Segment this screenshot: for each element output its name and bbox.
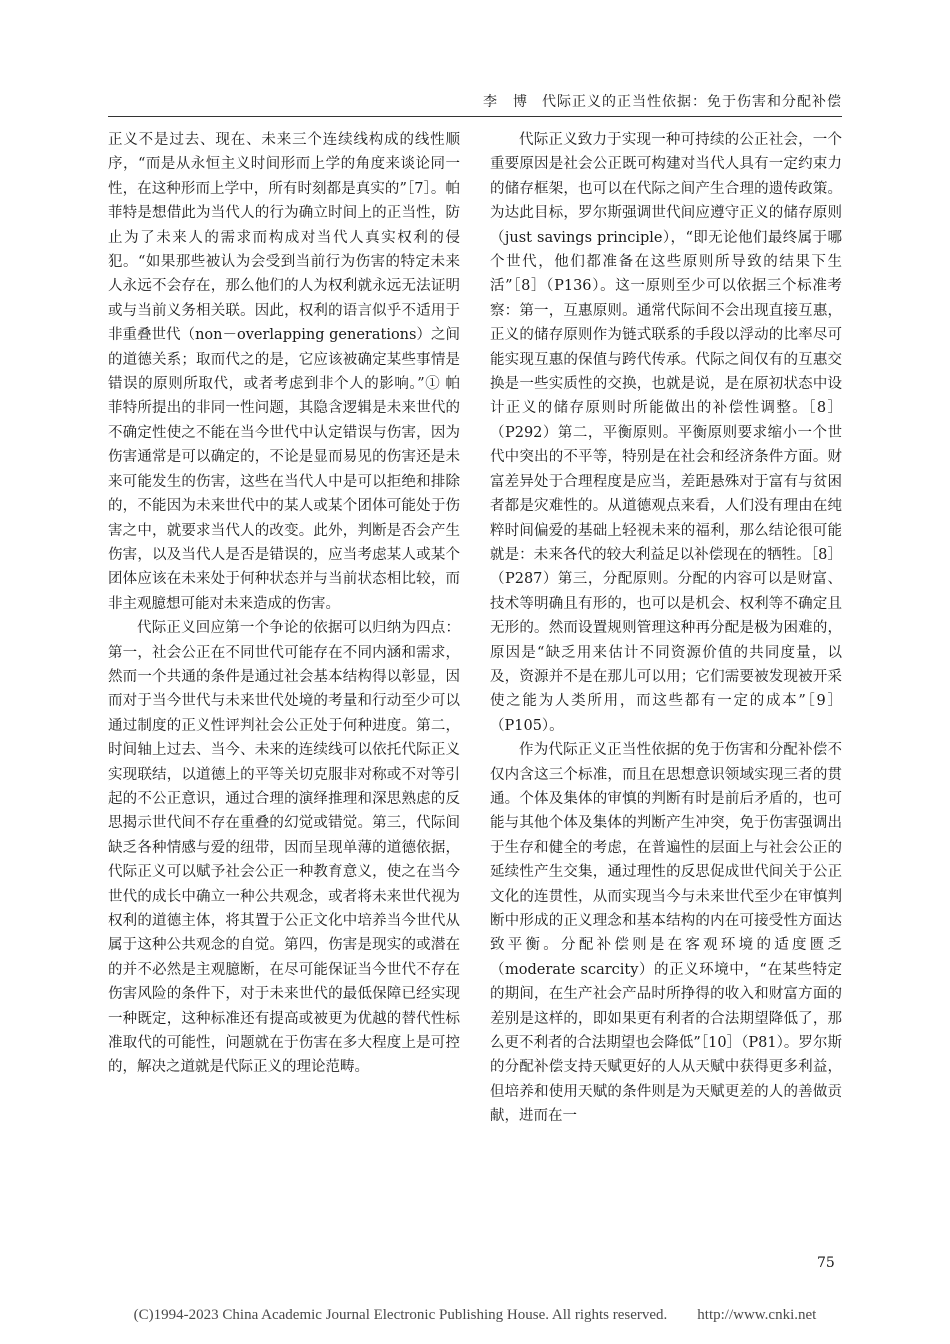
running-header: [108, 93, 842, 111]
page-number: 75: [817, 1255, 835, 1271]
copyright-footer: (C)1994-2023 China Academic Journal Electronic Publishing House. All rights reserved. http://www.cnki.net: [133, 1307, 817, 1323]
left-paragraph-2: 代际正义回应第一个争论的依据可以归纳为四点：第一，社会公正在不同世代可能存在不同内涵和需求，然而一个共通的条件是通过社会基本结构得以彰显，因而对于当今世代与未来世代处境的考量和行动至少可以通过制度的正义性评判社会公正处于何种进度。第二，时间轴上过去、当今、未来的连续线可以依托代际正义实现联结，以道德上的平等关切克服非对称或不对等引起的不公正意识，通过合理的演绎推理和深思熟虑的反思揭示世代间不存在重叠的幻觉或错觉。第三，代际间缺乏各种情感与爱的纽带，因而呈现单薄的道德依据，代际正义可以赋予社会公正一种教育意义，使之在当今世代的成长中确立一种公共观念，或者将未来世代视为权利的道德主体，将其置于公正文化中培养当今世代从属于这种公共观念的自觉。第四，伤害是现实的或潜在的并不必然是主观臆断，在尽可能保证当今世代不存在伤害风险的条件下，对于未来世代的最低保障已经实现一种既定，这种标准还有提高或被更为优越的替代性标准取代的可能性，问题就在于伤害在多大程度上是可控的，解决之道就是代际正义的理论范畴。: [108, 620, 460, 1076]
header-author: 李 博: [483, 94, 528, 110]
left-paragraph-1: 正义不是过去、现在、未来三个连续线构成的线性顺序，“而是从永恒主义时间形而上学的角度来谈论同一性，在这种形而上学中，所有时刻都是真实的”［7］。帕菲特是想借此为当代人的行为确立时间上的正当性，防止为了未来人的需求而构成对当代人真实权利的侵犯。“如果那些被认为会受到当前行为伤害的特定未来人永远不会存在，那么他们的人为权利就永远无法证明或与当前义务相关联。因此，权利的语言似乎不适用于非重叠世代（non－overlapping generations）之间的道德关系；取而代之的是，它应该被确定某些事情是错误的原则所取代，或者考虑到非个人的影响。”① 帕菲特所提出的非同一性问题，其隐含逻辑是未来世代的不确定性使之不能在当今世代中认定错误与伤害，因为伤害通常是可以确定的，不论是显而易见的伤害还是未来可能发生的伤害，这些在当代人中是可以拒绝和排除的，不能因为未来世代中的某人或某个团体可能处于伤害之中，就要求当代人的改变。此外，判断是否会产生伤害，以及当代人是否是错误的，应当考虑某人或某个团体应该在未来处于何种状态并与当前状态相比较，而非主观臆想可能对未来造成的伤害。: [108, 132, 460, 612]
left-column: [108, 128, 460, 1243]
header-title: 代际正义的正当性依据：免于伤害和分配补偿: [542, 94, 842, 110]
header-rule: [108, 116, 842, 117]
right-paragraph-1: 代际正义致力于实现一种可持续的公正社会，一个重要原因是社会公正既可构建对当代人具有一定约束力的储存框架，也可以在代际之间产生合理的遗传政策。为达此目标，罗尔斯强调世代间应遵守正义的储存原则（just savings principle），“即无论他们最终属于哪个世代，他们都准备在这些原则所导致的结果下生活”［8］（P136）。这一原则至少可以依据三个标准考察：第一，互惠原则。通常代际间不会出现直接互惠，正义的储存原则作为链式联系的手段以浮动的比率尽可能实现互惠的保值与跨代传承。代际之间仅有的互惠交换是一些实质性的交换，也就是说，是在原初状态中设计正义的储存原则时所能做出的补偿性调整。［8］（P292）第二，平衡原则。平衡原则要求缩小一个世代中突出的不平等，特别是在社会和经济条件方面。财富差异处于合理程度是应当，差距悬殊对于富有与贫困者都是灾难性的。从道德观点来看，人们没有理由在纯粹时间偏爱的基础上轻视未来的福利，那么结论很可能就是：未来各代的较大利益足以补偿现在的牺牲。［8］（P287）第三，分配原则。分配的内容可以是财富、技术等明确且有形的，也可以是机会、权利等不确定且无形的。然而设置规则管理这种再分配是极为困难的，原因是“缺乏用来估计不同资源价值的共同度量，以及，资源并不是在那儿可以用；它们需要被发现被开采使之能为人类所用，而这些都有一定的成本”［9］（P105）。: [490, 132, 842, 734]
right-column: [490, 128, 842, 1168]
right-paragraph-2: 作为代际正义正当性依据的免于伤害和分配补偿不仅内含这三个标准，而且在思想意识领域实现三者的贯通。个体及集体的审慎的判断有时是前后矛盾的，也可能与其他个体及集体的判断产生冲突，免于伤害强调出于生存和健全的考虑，在普遍性的层面上与社会公正的延续性产生交集，通过理性的反思促成世代间关于公正文化的连贯性，从而实现当今与未来世代至少在审慎判断中形成的正义理念和基本结构的内在可接受性方面达致平衡。分配补偿则是在客观环境的适度匮乏（moderate scarcity）的正义环境中，“在某些特定的期间，在生产社会产品时所挣得的收入和财富方面的差别是这样的，即如果更有利者的合法期望降低了，那么更不利者的合法期望也会降低”［10］（P81）。罗尔斯的分配补偿支持天赋更好的人从天赋中获得更多利益，但培养和使用天赋的条件则是为天赋更差的人的善做贡献，进而在一: [490, 742, 842, 1125]
